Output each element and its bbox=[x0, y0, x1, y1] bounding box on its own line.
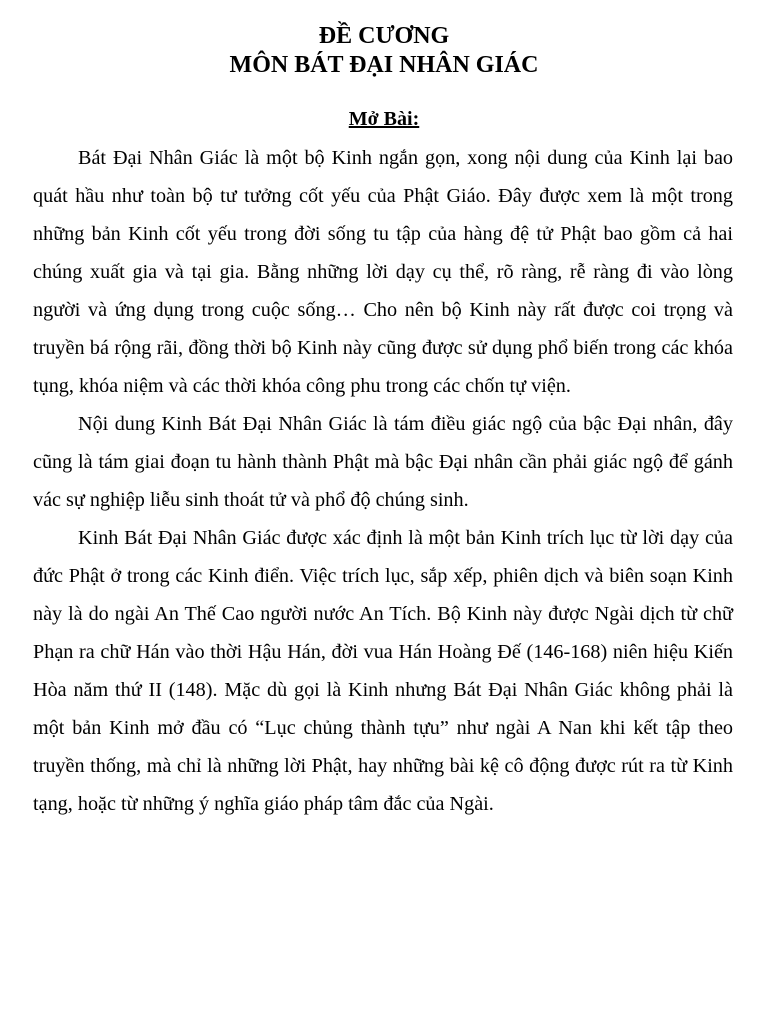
paragraph-1: Bát Đại Nhân Giác là một bộ Kinh ngắn gọn, xong nội dung của Kinh lại bao quát hầu như toàn bộ tư tưởng cốt yếu của Phật Giáo. Đây được xem là một trong những bản Kinh cốt yếu trong đời sống tu tập của hàng đệ tử Phật bao gồm cả hai chúng xuất gia và tại gia. Bằng những lời dạy cụ thể, rõ ràng, rễ ràng đi vào lòng người và ứng dụng trong cuộc sống… Cho nên bộ Kinh này rất được coi trọng và truyền bá rộng rãi, đồng thời bộ Kinh này cũng được sử dụng phổ biến trong các khóa tụng, khóa niệm và các thời khóa công phu trong các chốn tự viện. bbox=[33, 147, 733, 397]
title-line-2: MÔN BÁT ĐẠI NHÂN GIÁC bbox=[229, 52, 539, 78]
paragraph-3: Kinh Bát Đại Nhân Giác được xác định là một bản Kinh trích lục từ lời dạy của đức Phật ở trong các Kinh điển. Việc trích lục, sắp xếp, phiên dịch và biên soạn Kinh này là do ngài An Thế Cao người nước An Tích. Bộ Kinh này được Ngài dịch từ chữ Phạn ra chữ Hán vào thời Hậu Hán, đời vua Hán Hoàng Đế (146-168) niên hiệu Kiến Hòa năm thứ II (148). Mặc dù gọi là Kinh nhưng Bát Đại Nhân Giác không phải là một bản Kinh mở đầu có “Lục chủng thành tựu” như ngài A Nan khi kết tập theo truyền thống, mà chỉ là những lời Phật, hay những bài kệ cô động được rút ra từ Kinh tạng, hoặc từ những ý nghĩa giáo pháp tâm đắc của Ngài. bbox=[33, 527, 733, 815]
body-text bbox=[33, 139, 733, 823]
paragraph-2: Nội dung Kinh Bát Đại Nhân Giác là tám điều giác ngộ của bậc Đại nhân, đây cũng là tám giai đoạn tu hành thành Phật mà bậc Đại nhân cần phải giác ngộ để gánh vác sự nghiệp liễu sinh thoát tử và phổ độ chúng sinh. bbox=[33, 413, 733, 511]
title-line-1: ĐỀ CƯƠNG bbox=[318, 23, 450, 49]
document-title bbox=[0, 22, 768, 80]
section-heading: Mở Bài: bbox=[348, 108, 420, 130]
